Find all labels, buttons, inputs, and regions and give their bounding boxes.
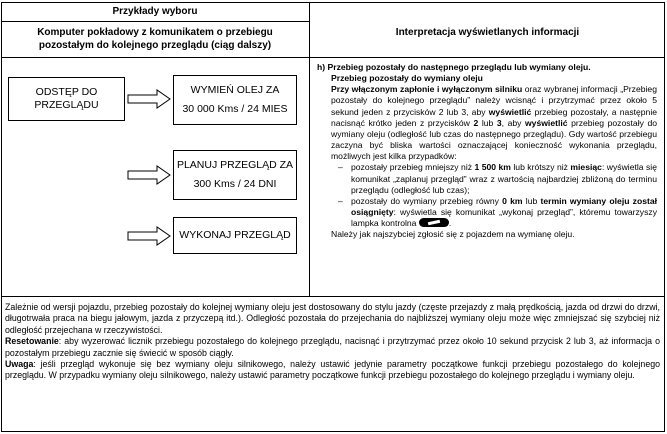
odstep-label: ODSTĘP DO PRZEGLĄDU <box>34 86 99 111</box>
wykonaj-label: WYKONAJ PRZEGLĄD <box>179 229 291 241</box>
final-note: Należy jak najszybciej zgłosić się z pojazdem na wymianę oleju. <box>331 229 575 240</box>
paragraph-1: Przy włączonym zapłonie i wyłączonym silniku oraz wybranej informacji „Przebieg pozostały do kolejnego przeglądu” należy wcisnąć i przytrzymać przez około 5 sekund jeden z przycisków 2 lub 3, aby wyświetlić przebieg pozostały, a następnie nacisnąć krótko jeden z przycisków 2 lub 3, aby wyświetlić przebieg pozostały do wymiany oleju (odległość lub czas do następnego przeglądu). Gdy wartość przebiegu zaczyna być bliska wartości oznaczającej konieczność wykonania przeglądu, możliwych jest kilka przypadków: <box>331 84 658 162</box>
bottom-section-divider <box>1 296 665 297</box>
interpretation-header: Interpretacja wyświetlanych informacji <box>395 27 580 38</box>
column-divider <box>309 2 310 296</box>
item-title: Przebieg pozostały do następnego przeglądu lub wymiany oleju. <box>327 62 591 72</box>
header-divider <box>1 57 665 58</box>
list-item: – pozostały do wymiany przebieg równy 0 km lub termin wymiany oleju został osiągnięty: wyświetla się komunikat „wykonaj przegląd”, któremu towarzyszy lampka kontrolna . <box>338 195 658 229</box>
uwaga-paragraph: Uwaga: jeśli przegląd wykonuje się bez wymiany oleju silnikowego, należy ustawić jedynie parametry początkowe funkcji przebiegu pozostałego do kolejnego przeglądu. W przypadku wymiany oleju silnikowego, należy ustawić parametry początkowe funkcji przebiegu pozostałego do kolejnego przeglądu i wymiany oleju. <box>5 359 660 381</box>
wymien-label: WYMIEŃ OLEJ ZA <box>190 84 280 96</box>
header-divider-left-top <box>1 21 309 22</box>
examples-header: Przykłady wyboru <box>112 6 198 17</box>
planuj-label: PLANUJ PRZEGLĄD ZA <box>176 159 294 171</box>
wymien-box <box>173 75 297 125</box>
bottom-paragraph-1: Zależnie od wersji pojazdu, przebieg pozostały do kolejnej wymiany oleju jest dostosowany do stylu jazdy (częste przejazdy z małą prędkością, jazda od drzwi do drzwi, długotrwała praca na biegu jałowym, jazda z przyczepą itd.). Odległość pozostała do przejechania do najbliższej wymiany oleju może więc zmniejszać się szybciej niż odległość przejechana w rzeczywistości. <box>5 302 660 335</box>
arrow-right-icon <box>127 226 171 246</box>
wrench-warning-lamp-icon <box>419 218 449 227</box>
arrow-right-icon <box>127 89 171 109</box>
list-item: – pozostały przebieg mniejszy niż 1 500 km lub krótszy niż miesiąc: wyświetla się komunikat „zaplanuj przegląd” wraz z wartością najbardziej zbliżoną do terminu przeglądu (odległość lub czas); <box>338 162 657 195</box>
arrow-right-icon <box>127 165 171 185</box>
item-letter: h) <box>317 62 326 72</box>
wymien-value: 30 000 Kms / 24 MIES <box>182 103 288 115</box>
bottom-notes <box>5 302 660 382</box>
subtitle: Przebieg pozostały do wymiany oleju <box>331 73 483 84</box>
planuj-box <box>173 150 297 200</box>
reset-paragraph: Resetowanie: aby wyzerować licznik przebiegu pozostałego do kolejnego przeglądu, nacisnąć i przytrzymać przez około 10 sekund przycisk 2 lub 3, aż informacja o pozostałym przebiegu zacznie się świecić w sposób ciągły. <box>5 336 660 358</box>
wykonaj-box <box>173 217 297 254</box>
planuj-value: 300 Kms / 24 DNI <box>193 178 277 190</box>
odstep-box <box>8 77 125 121</box>
interpretation-text <box>317 62 657 241</box>
computer-header: Komputer pokładowy z komunikatem o przebiegu pozostałym do kolejnego przeglądu (ciąg dalszy) <box>37 27 273 51</box>
